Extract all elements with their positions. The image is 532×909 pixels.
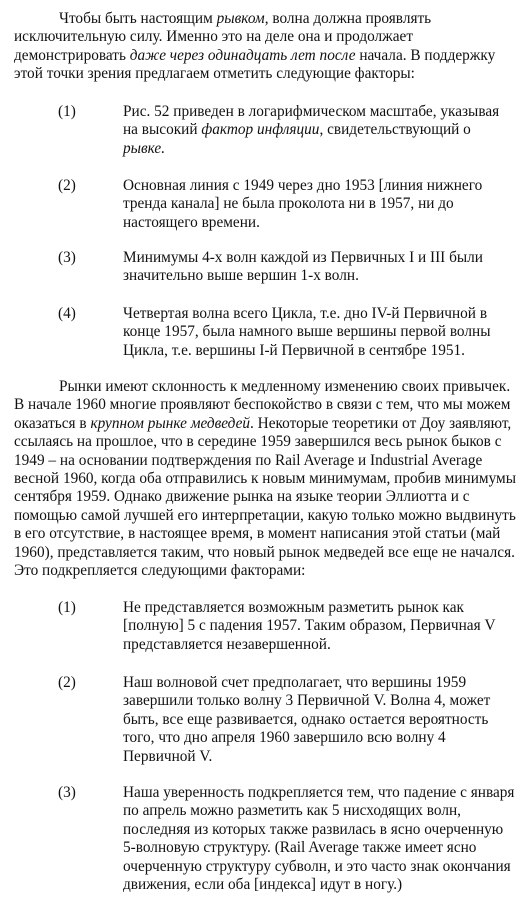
list1-item-2-number: (2) (58, 177, 76, 194)
list1-item-3-text: Минимумы 4-х волн каждой из Первичных I и III были значительно выше вершин 1-х волн. (123, 249, 483, 285)
list2-item-2-text: Наш волновой счет предполагает, что вершины 1959 завершили только волну 3 Первичной V. Волна 4, может быть, все еще развивается, однако остается вероятность того, что дно апреля 1960 завершило всю волну 4 Первичной V. (123, 674, 491, 765)
list2-item-3-number: (3) (58, 784, 76, 801)
list2-item-2-number: (2) (58, 674, 76, 691)
list1-item-3-number: (3) (58, 249, 76, 266)
list1-item-4-number: (4) (58, 305, 76, 322)
middle-paragraph: Рынки имеют склонность к медленному изменению своих привычек. В начале 1960 многие проявляют беспокойство в связи с тем, что мы можем оказаться в крупном рынке медведей. Некоторые теоретики от Доу заявляют, ссылаясь на прошлое, что в середине 1959 завершился весь рынок быков с 1949 – на основании подтверждения по Rail Average и Industrial Average весной 1960, когда оба отправились к новым минимумам, пробив минимумы сентября 1959. Однако движение рынка на языке теории Эллиотта и с помощью самой лучшей его интерпретации, какую только можно выдвинуть в его отсутствие, в настоящее время, в момент написания этой статьи (май 1960), представляется таким, что новый рынок медведей все еще не начался. Это подкрепляется следующими факторами: (14, 378, 516, 579)
list1-item-4-text: Четвертая волна всего Цикла, т.е. дно IV-й Первичной в конце 1957, была намного выше вершины первой волны Цикла, т.е. вершины I-й Первичной в сентябре 1951. (123, 305, 491, 359)
list1-item-1-number: (1) (58, 103, 76, 120)
list1-item-1-text: Рис. 52 приведен в логарифмическом масштабе, указывая на высокий фактор инфляции, свидетельствующий о рывке. (123, 103, 500, 157)
emphasis: даже через одинадцать лет после (129, 46, 356, 64)
emphasis: рывком (216, 10, 265, 27)
list2-item-3-text: Наша уверенность подкрепляется тем, что падение с января по апрель можно разметить как 5 нисходящих волн, последняя из которых также развилась в ясно очерченную 5-волновую структуру. (Rail Average также имеет ясно очерченную структуру субволн, и это часто знак окончания движения, если оба [индекса] идут в ногу.) (123, 784, 515, 893)
intro-paragraph (14, 10, 495, 84)
intro-line-4: этой точки зрения предлагаем отметить следующие факторы: (14, 65, 415, 83)
emphasis: фактор инфляции (201, 121, 320, 139)
intro-line-2: исключительную силу. Именно это на деле она и продолжает (14, 28, 414, 46)
intro-line-3: демонстрировать даже через одинадцать лет после начала. В поддержку (14, 46, 496, 64)
emphasis: крупном рынке медведей (90, 414, 251, 432)
list1-item-2-text: Основная линия с 1949 через дно 1953 [линия нижнего тренда канала] не была проколота ни в 1957, ни до настоящего времени. (123, 177, 483, 231)
emphasis: рывке. (123, 139, 166, 157)
list2-item-1-number: (1) (58, 599, 76, 616)
list2-item-1-text: Не представляется возможным разметить рынок как [полную] 5 с падения 1957. Таким образом, Первичная V представляется незавершенной. (123, 599, 496, 653)
intro-line-1: Чтобы быть настоящим рывком, волна должна проявлять (59, 10, 432, 27)
